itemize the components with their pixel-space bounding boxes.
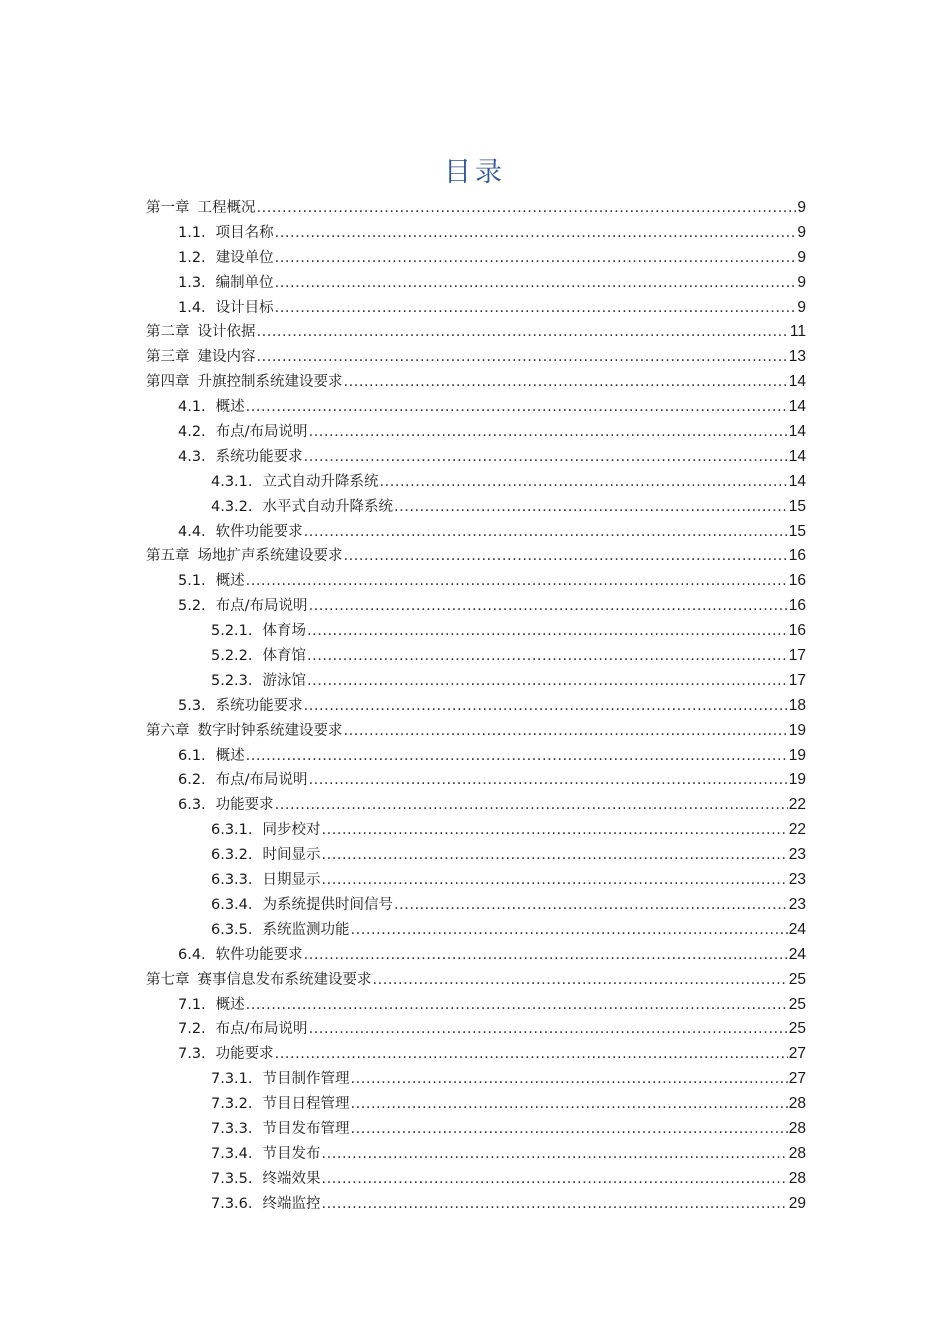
- toc-entry-page: 25: [788, 970, 806, 988]
- toc-dot-leader: [309, 772, 788, 788]
- toc-entry-page: 22: [788, 796, 806, 814]
- toc-entry-title: 布点/布局说明: [215, 424, 308, 441]
- toc-entry-number: 1.3.: [178, 274, 206, 291]
- toc-entry[interactable]: [146, 1142, 806, 1167]
- toc-dot-leader: [380, 474, 788, 490]
- toc-entry-number: 4.3.: [178, 448, 206, 465]
- toc-entry[interactable]: [146, 320, 806, 345]
- toc-entry-number: 6.4.: [178, 946, 206, 963]
- toc-entry-page: 23: [788, 846, 806, 864]
- table-of-contents: [146, 196, 806, 1217]
- toc-entry-title: 节目制作管理: [262, 1071, 350, 1088]
- toc-dot-leader: [246, 748, 788, 764]
- toc-entry[interactable]: [146, 744, 806, 769]
- toc-entry-title: 建设单位: [215, 249, 274, 266]
- toc-entry[interactable]: [146, 246, 806, 271]
- toc-entry[interactable]: [146, 196, 806, 221]
- toc-entry-title: 布点/布局说明: [215, 598, 308, 615]
- toc-entry-title: 概述: [215, 573, 245, 590]
- toc-entry[interactable]: [146, 1117, 806, 1142]
- toc-entry[interactable]: [146, 445, 806, 470]
- toc-entry[interactable]: [146, 221, 806, 246]
- toc-entry[interactable]: [146, 1192, 806, 1217]
- toc-entry-page: 25: [788, 995, 806, 1013]
- toc-entry-page: 14: [788, 373, 806, 391]
- toc-entry[interactable]: [146, 420, 806, 445]
- toc-entry-number: 5.2.1.: [211, 623, 253, 640]
- toc-entry-page: 9: [797, 298, 806, 316]
- toc-dot-leader: [257, 349, 788, 365]
- toc-entry-page: 19: [788, 746, 806, 764]
- toc-entry-number: 6.2.: [178, 772, 206, 789]
- toc-entry-title: 体育场: [262, 623, 307, 640]
- toc-entry-title: 为系统提供时间信号: [262, 896, 394, 913]
- toc-dot-leader: [275, 797, 788, 813]
- toc-entry-title: 功能要求: [215, 1046, 274, 1063]
- toc-entry-number: 第五章: [146, 548, 190, 565]
- toc-entry-title: 时间显示: [262, 847, 321, 864]
- toc-entry-page: 9: [797, 248, 806, 266]
- toc-entry-number: 6.3.: [178, 797, 206, 814]
- toc-entry[interactable]: [146, 818, 806, 843]
- toc-entry-page: 28: [788, 1095, 806, 1113]
- toc-entry-title: 布点/布局说明: [215, 772, 308, 789]
- toc-entry-page: 22: [788, 821, 806, 839]
- toc-entry-number: 6.3.2.: [211, 847, 253, 864]
- toc-entry[interactable]: [146, 868, 806, 893]
- toc-entry-title: 设计目标: [215, 299, 274, 316]
- toc-entry-number: 6.3.3.: [211, 872, 253, 889]
- toc-entry-title: 概述: [215, 996, 245, 1013]
- toc-entry-number: 1.4.: [178, 299, 206, 316]
- toc-entry-page: 24: [788, 920, 806, 938]
- toc-dot-leader: [246, 573, 788, 589]
- toc-dot-leader: [304, 698, 788, 714]
- toc-dot-leader: [394, 897, 788, 913]
- toc-entry-page: 27: [788, 1045, 806, 1063]
- toc-entry-number: 7.3.: [178, 1046, 206, 1063]
- toc-entry[interactable]: [146, 1167, 806, 1192]
- toc-entry[interactable]: [146, 694, 806, 719]
- toc-dot-leader: [275, 275, 797, 291]
- toc-entry-page: 19: [788, 771, 806, 789]
- toc-entry-number: 4.3.1.: [211, 473, 253, 490]
- toc-entry-page: 29: [788, 1194, 806, 1212]
- toc-dot-leader: [304, 449, 788, 465]
- toc-entry-title: 工程概况: [197, 200, 256, 216]
- toc-entry-title: 概述: [215, 747, 245, 764]
- toc-entry-page: 14: [788, 423, 806, 441]
- toc-entry-page: 24: [788, 945, 806, 963]
- toc-entry[interactable]: [146, 1042, 806, 1067]
- toc-dot-leader: [351, 1071, 788, 1087]
- toc-entry[interactable]: [146, 719, 806, 744]
- toc-entry-number: 第三章: [146, 349, 190, 366]
- toc-entry-number: 6.3.1.: [211, 822, 253, 839]
- toc-entry-title: 软件功能要求: [215, 946, 303, 963]
- toc-entry[interactable]: [146, 594, 806, 619]
- toc-entry[interactable]: [146, 520, 806, 545]
- toc-entry-title: 软件功能要求: [215, 523, 303, 540]
- toc-entry[interactable]: [146, 968, 806, 993]
- toc-entry-title: 节目发布管理: [262, 1120, 350, 1137]
- toc-entry-number: 1.2.: [178, 249, 206, 266]
- toc-entry-page: 23: [788, 871, 806, 889]
- toc-entry-page: 16: [788, 597, 806, 615]
- toc-title: 目录: [444, 157, 506, 188]
- toc-dot-leader: [309, 598, 788, 614]
- toc-entry[interactable]: [146, 669, 806, 694]
- toc-entry[interactable]: [146, 793, 806, 818]
- toc-entry-number: 6.1.: [178, 747, 206, 764]
- toc-entry-number: 5.2.2.: [211, 648, 253, 665]
- toc-entry-page: 14: [788, 472, 806, 490]
- toc-entry-title: 体育馆: [262, 648, 307, 665]
- toc-entry-page: 9: [797, 273, 806, 291]
- toc-dot-leader: [304, 524, 788, 540]
- toc-entry-title: 终端效果: [262, 1170, 321, 1187]
- toc-entry-title: 终端监控: [262, 1195, 321, 1212]
- toc-entry-page: 17: [788, 671, 806, 689]
- toc-entry-title: 项目名称: [215, 224, 274, 241]
- toc-dot-leader: [344, 548, 788, 564]
- toc-entry-page: 19: [788, 721, 806, 739]
- toc-entry[interactable]: [146, 1067, 806, 1092]
- toc-dot-leader: [322, 1146, 788, 1162]
- toc-entry-page: 16: [788, 622, 806, 640]
- toc-entry[interactable]: [146, 470, 806, 495]
- toc-dot-leader: [304, 947, 788, 963]
- toc-dot-leader: [322, 1196, 788, 1212]
- toc-entry-number: 1.1.: [178, 224, 206, 241]
- toc-entry-title: 建设内容: [197, 349, 256, 366]
- toc-dot-leader: [275, 300, 797, 316]
- toc-dot-leader: [275, 225, 797, 241]
- toc-entry-page: 11: [789, 323, 806, 341]
- toc-entry-title: 立式自动升降系统: [262, 473, 379, 490]
- toc-entry[interactable]: [146, 271, 806, 296]
- toc-entry-number: 7.3.4.: [211, 1145, 253, 1162]
- toc-entry-page: 18: [788, 696, 806, 714]
- toc-entry-page: 16: [788, 547, 806, 565]
- toc-dot-leader: [322, 847, 788, 863]
- toc-entry-title: 系统监测功能: [262, 921, 350, 938]
- toc-entry[interactable]: [146, 1092, 806, 1117]
- toc-entry[interactable]: [146, 370, 806, 395]
- toc-entry-page: 15: [788, 522, 806, 540]
- toc-dot-leader: [309, 424, 788, 440]
- toc-entry-title: 升旗控制系统建设要求: [197, 374, 343, 391]
- toc-dot-leader: [344, 723, 788, 739]
- toc-entry-number: 第一章: [146, 200, 190, 216]
- toc-entry[interactable]: [146, 943, 806, 968]
- toc-entry[interactable]: [146, 395, 806, 420]
- toc-dot-leader: [373, 972, 788, 988]
- toc-entry[interactable]: [146, 918, 806, 943]
- toc-entry-number: 4.4.: [178, 523, 206, 540]
- toc-entry[interactable]: [146, 1017, 806, 1042]
- toc-entry[interactable]: [146, 345, 806, 370]
- toc-entry-title: 游泳馆: [262, 672, 307, 689]
- toc-entry-page: 9: [797, 199, 806, 216]
- toc-entry-title: 同步校对: [262, 822, 321, 839]
- toc-entry-title: 编制单位: [215, 274, 274, 291]
- toc-dot-leader: [275, 250, 797, 266]
- toc-entry-number: 第六章: [146, 722, 190, 739]
- toc-entry-number: 7.3.3.: [211, 1120, 253, 1137]
- toc-dot-leader: [322, 1171, 788, 1187]
- toc-entry-page: 16: [788, 572, 806, 590]
- toc-dot-leader: [275, 1046, 788, 1062]
- toc-entry-number: 6.3.4.: [211, 896, 253, 913]
- toc-entry-page: 14: [788, 398, 806, 416]
- toc-entry-page: 9: [797, 223, 806, 241]
- toc-entry-number: 第二章: [146, 324, 190, 341]
- toc-entry[interactable]: [146, 893, 806, 918]
- toc-entry-number: 7.3.6.: [211, 1195, 253, 1212]
- toc-entry-number: 第四章: [146, 374, 190, 391]
- toc-entry-number: 4.1.: [178, 399, 206, 416]
- toc-entry-number: 7.2.: [178, 1021, 206, 1038]
- toc-entry-number: 4.3.2.: [211, 498, 253, 515]
- toc-entry-number: 6.3.5.: [211, 921, 253, 938]
- toc-entry-page: 17: [788, 647, 806, 665]
- toc-entry-title: 赛事信息发布系统建设要求: [197, 971, 372, 988]
- toc-entry-title: 场地扩声系统建设要求: [197, 548, 343, 565]
- toc-entry[interactable]: [146, 644, 806, 669]
- toc-entry-number: 7.3.5.: [211, 1170, 253, 1187]
- toc-dot-leader: [246, 399, 788, 415]
- toc-entry[interactable]: [146, 569, 806, 594]
- toc-entry-title: 节目日程管理: [262, 1096, 350, 1113]
- toc-dot-leader: [351, 1121, 788, 1137]
- toc-entry-number: 5.2.3.: [211, 672, 253, 689]
- toc-entry-page: 27: [788, 1070, 806, 1088]
- toc-entry-title: 设计依据: [197, 324, 256, 341]
- toc-entry[interactable]: [146, 495, 806, 520]
- toc-dot-leader: [307, 623, 788, 639]
- toc-dot-leader: [322, 822, 788, 838]
- toc-entry-number: 7.3.2.: [211, 1096, 253, 1113]
- toc-dot-leader: [351, 1096, 788, 1112]
- toc-entry[interactable]: [146, 619, 806, 644]
- toc-dot-leader: [344, 374, 788, 390]
- toc-entry-number: 第七章: [146, 971, 190, 988]
- toc-entry-number: 7.3.1.: [211, 1071, 253, 1088]
- toc-entry-page: 25: [788, 1020, 806, 1038]
- toc-entry-title: 概述: [215, 399, 245, 416]
- toc-entry-page: 13: [788, 348, 806, 366]
- toc-entry-title: 布点/布局说明: [215, 1021, 308, 1038]
- toc-entry-page: 23: [788, 895, 806, 913]
- toc-entry[interactable]: [146, 993, 806, 1018]
- toc-dot-leader: [307, 648, 788, 664]
- toc-entry-number: 5.3.: [178, 697, 206, 714]
- toc-entry-page: 14: [788, 447, 806, 465]
- toc-dot-leader: [246, 997, 788, 1013]
- toc-entry[interactable]: [146, 296, 806, 321]
- toc-entry-page: 28: [788, 1144, 806, 1162]
- toc-dot-leader: [257, 324, 789, 340]
- toc-dot-leader: [394, 499, 788, 515]
- toc-dot-leader: [257, 200, 797, 216]
- toc-entry-title: 系统功能要求: [215, 697, 303, 714]
- toc-entry-title: 功能要求: [215, 797, 274, 814]
- toc-entry-page: 28: [788, 1119, 806, 1137]
- toc-entry-title: 系统功能要求: [215, 448, 303, 465]
- toc-entry-page: 15: [788, 497, 806, 515]
- toc-entry[interactable]: [146, 544, 806, 569]
- toc-entry-number: 4.2.: [178, 424, 206, 441]
- toc-entry-number: 5.1.: [178, 573, 206, 590]
- toc-entry[interactable]: [146, 843, 806, 868]
- toc-entry-title: 数字时钟系统建设要求: [197, 722, 343, 739]
- toc-entry[interactable]: [146, 768, 806, 793]
- toc-entry-title: 水平式自动升降系统: [262, 498, 394, 515]
- toc-entry-title: 日期显示: [262, 872, 321, 889]
- toc-dot-leader: [309, 1021, 788, 1037]
- toc-entry-number: 7.1.: [178, 996, 206, 1013]
- toc-dot-leader: [322, 872, 788, 888]
- toc-entry-number: 5.2.: [178, 598, 206, 615]
- toc-entry-title: 节目发布: [262, 1145, 321, 1162]
- toc-dot-leader: [351, 922, 788, 938]
- toc-dot-leader: [307, 673, 788, 689]
- toc-entry-page: 28: [788, 1169, 806, 1187]
